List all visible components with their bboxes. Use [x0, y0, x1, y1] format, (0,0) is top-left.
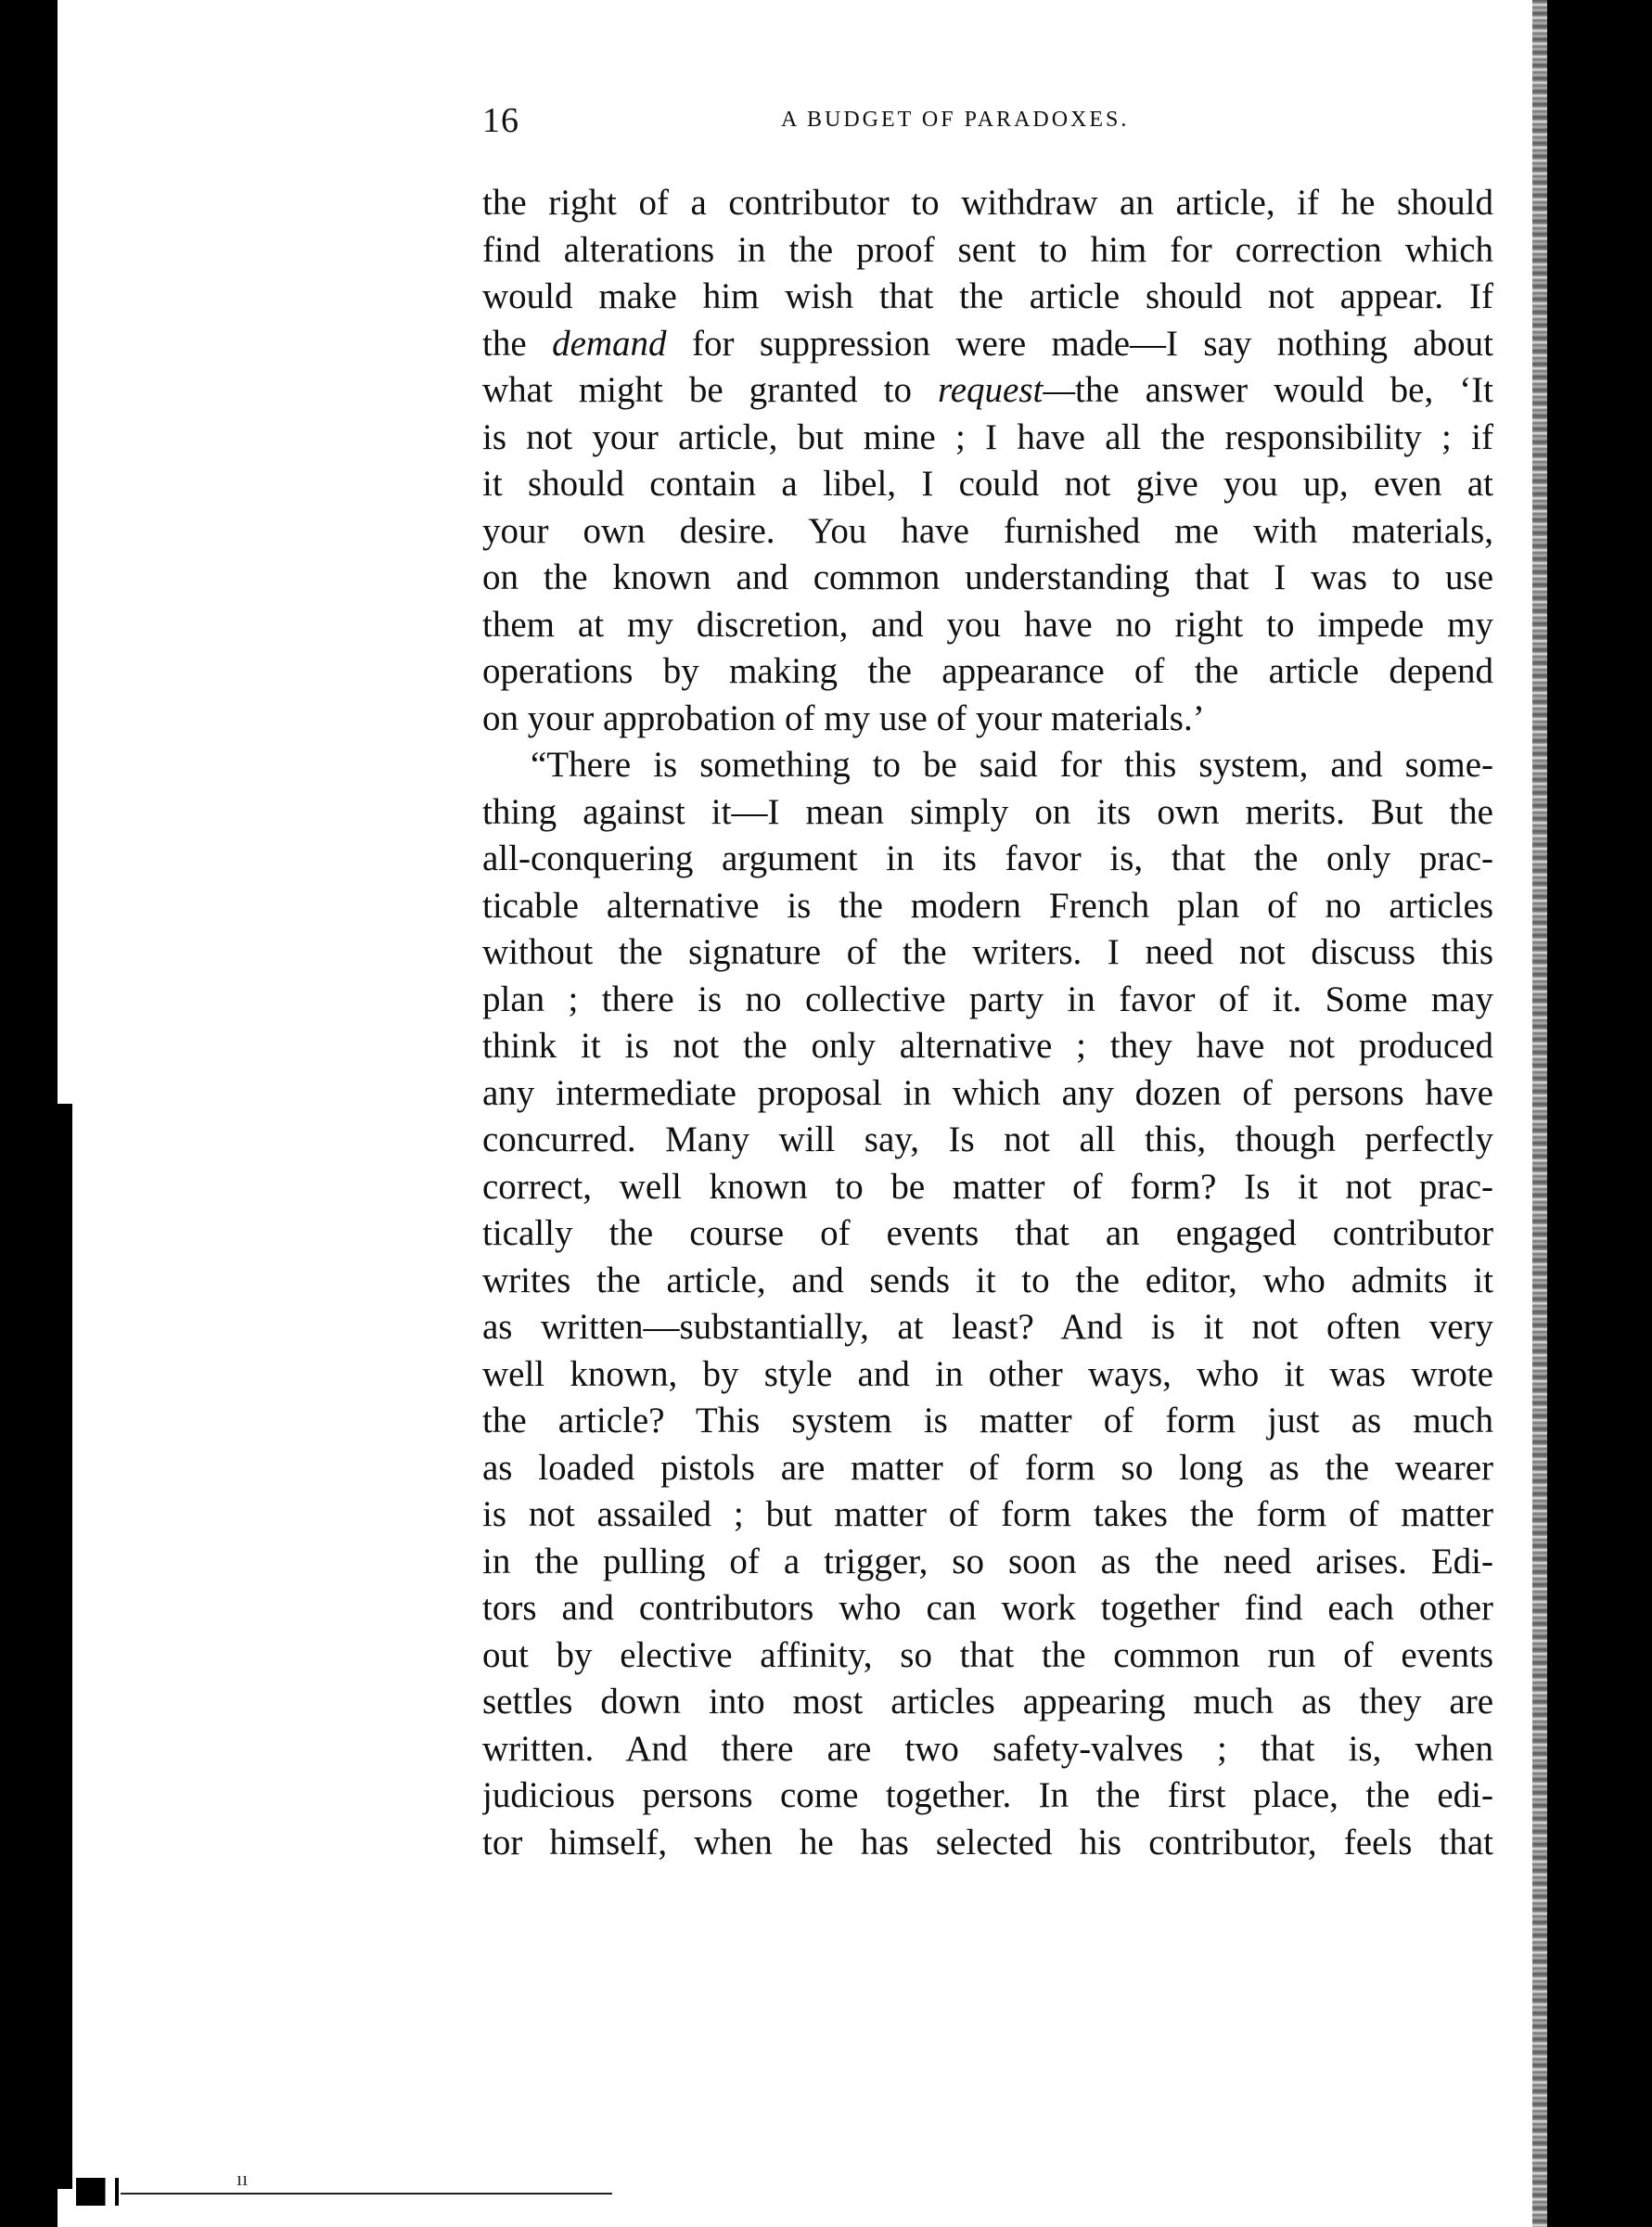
italic-word-demand: demand — [552, 323, 667, 364]
text-line: it should contain a libel, I could not give you up, even at — [482, 464, 1493, 504]
italic-word-request: request— — [937, 370, 1076, 410]
text-line — [482, 367, 1493, 415]
text-fragment: the answer would be, ‘It — [1075, 370, 1493, 410]
scan-left-border-lower — [0, 1104, 72, 2189]
text-line: ticable alternative is the modern French plan of no articles — [482, 885, 1493, 926]
text-line: any intermediate proposal in which any dozen of persons have — [482, 1072, 1493, 1113]
text-line: all-conquering argument in its favor is, that the only prac- — [482, 838, 1493, 878]
text-line: is not assailed ; but matter of form takes the form of matter — [482, 1494, 1493, 1534]
page-header — [482, 100, 1493, 156]
text-line: plan ; there is no collective party in favor of it. Some may — [482, 979, 1493, 1019]
text-line — [482, 321, 1493, 368]
scan-bottom-rule — [121, 2193, 612, 2195]
scan-right-edge — [1532, 0, 1547, 2227]
text-line: find alterations in the proof sent to him for correction which — [482, 229, 1493, 270]
body-text — [482, 180, 1493, 1866]
text-line: tors and contributors who can work together find each other — [482, 1588, 1493, 1628]
text-fragment: what might be granted to — [482, 370, 912, 410]
text-fragment: for suppression were made—I say nothing about — [691, 323, 1493, 364]
text-line: “There is something to be said for this system, and some- — [531, 745, 1493, 785]
scan-right-border — [1547, 0, 1652, 2227]
text-line: operations by making the appearance of the article depend — [482, 651, 1493, 691]
text-line: as loaded pistols are matter of form so long as the wearer — [482, 1447, 1493, 1488]
text-line: writes the article, and sends it to the editor, who admits it — [482, 1260, 1493, 1300]
text-line: well known, by style and in other ways, who it was wrote — [482, 1353, 1493, 1394]
running-title: A BUDGET OF PARADOXES. — [781, 108, 1130, 132]
text-line: your own desire. You have furnished me with materials, — [482, 510, 1493, 551]
text-line: out by elective affinity, so that the common run of events — [482, 1634, 1493, 1675]
text-line: tor himself, when he has selected his contributor, feels that — [482, 1822, 1493, 1862]
text-line: concurred. Many will say, Is not all this, though perfectly — [482, 1120, 1493, 1159]
page-number: 16 — [482, 101, 519, 140]
text-line: correct, well known to be matter of form? Is it not prac- — [482, 1166, 1493, 1207]
text-line: as written—substantially, at least? And is it not often very — [482, 1307, 1493, 1347]
text-line: in the pulling of a trigger, so soon as the need arises. Edi- — [482, 1541, 1493, 1581]
text-line: thing against it—I mean simply on its own merits. But the — [482, 791, 1493, 832]
text-line: would make him wish that the article should not appear. If — [482, 276, 1493, 316]
text-line: on the known and common understanding that I was to use — [482, 557, 1493, 597]
text-line: think it is not the only alternative ; they have not produced — [482, 1026, 1493, 1066]
text-line: without the signature of the writers. I need not discuss this — [482, 932, 1493, 972]
text-line: written. And there are two safety-valves ; that is, when — [482, 1728, 1493, 1769]
text-line: the right of a contributor to withdraw an article, if he should — [482, 183, 1493, 223]
text-line: is not your article, but mine ; I have all the responsibility ; if — [482, 416, 1493, 457]
text-line: them at my discretion, and you have no right to impede my — [482, 604, 1493, 645]
scan-corner-mark — [76, 2178, 141, 2206]
text-line: settles down into most articles appearing much as they are — [482, 1682, 1493, 1721]
text-line: the article? This system is matter of form just as much — [482, 1401, 1493, 1440]
text-line: tically the course of events that an engaged contributor — [482, 1213, 1493, 1253]
scan-bottom-mark: ıı — [237, 2167, 249, 2190]
text-line: judicious persons come together. In the first place, the edi- — [482, 1775, 1493, 1815]
text-line: on your approbation of my use of your materials.’ — [482, 698, 1205, 738]
text-fragment: the — [482, 323, 527, 364]
